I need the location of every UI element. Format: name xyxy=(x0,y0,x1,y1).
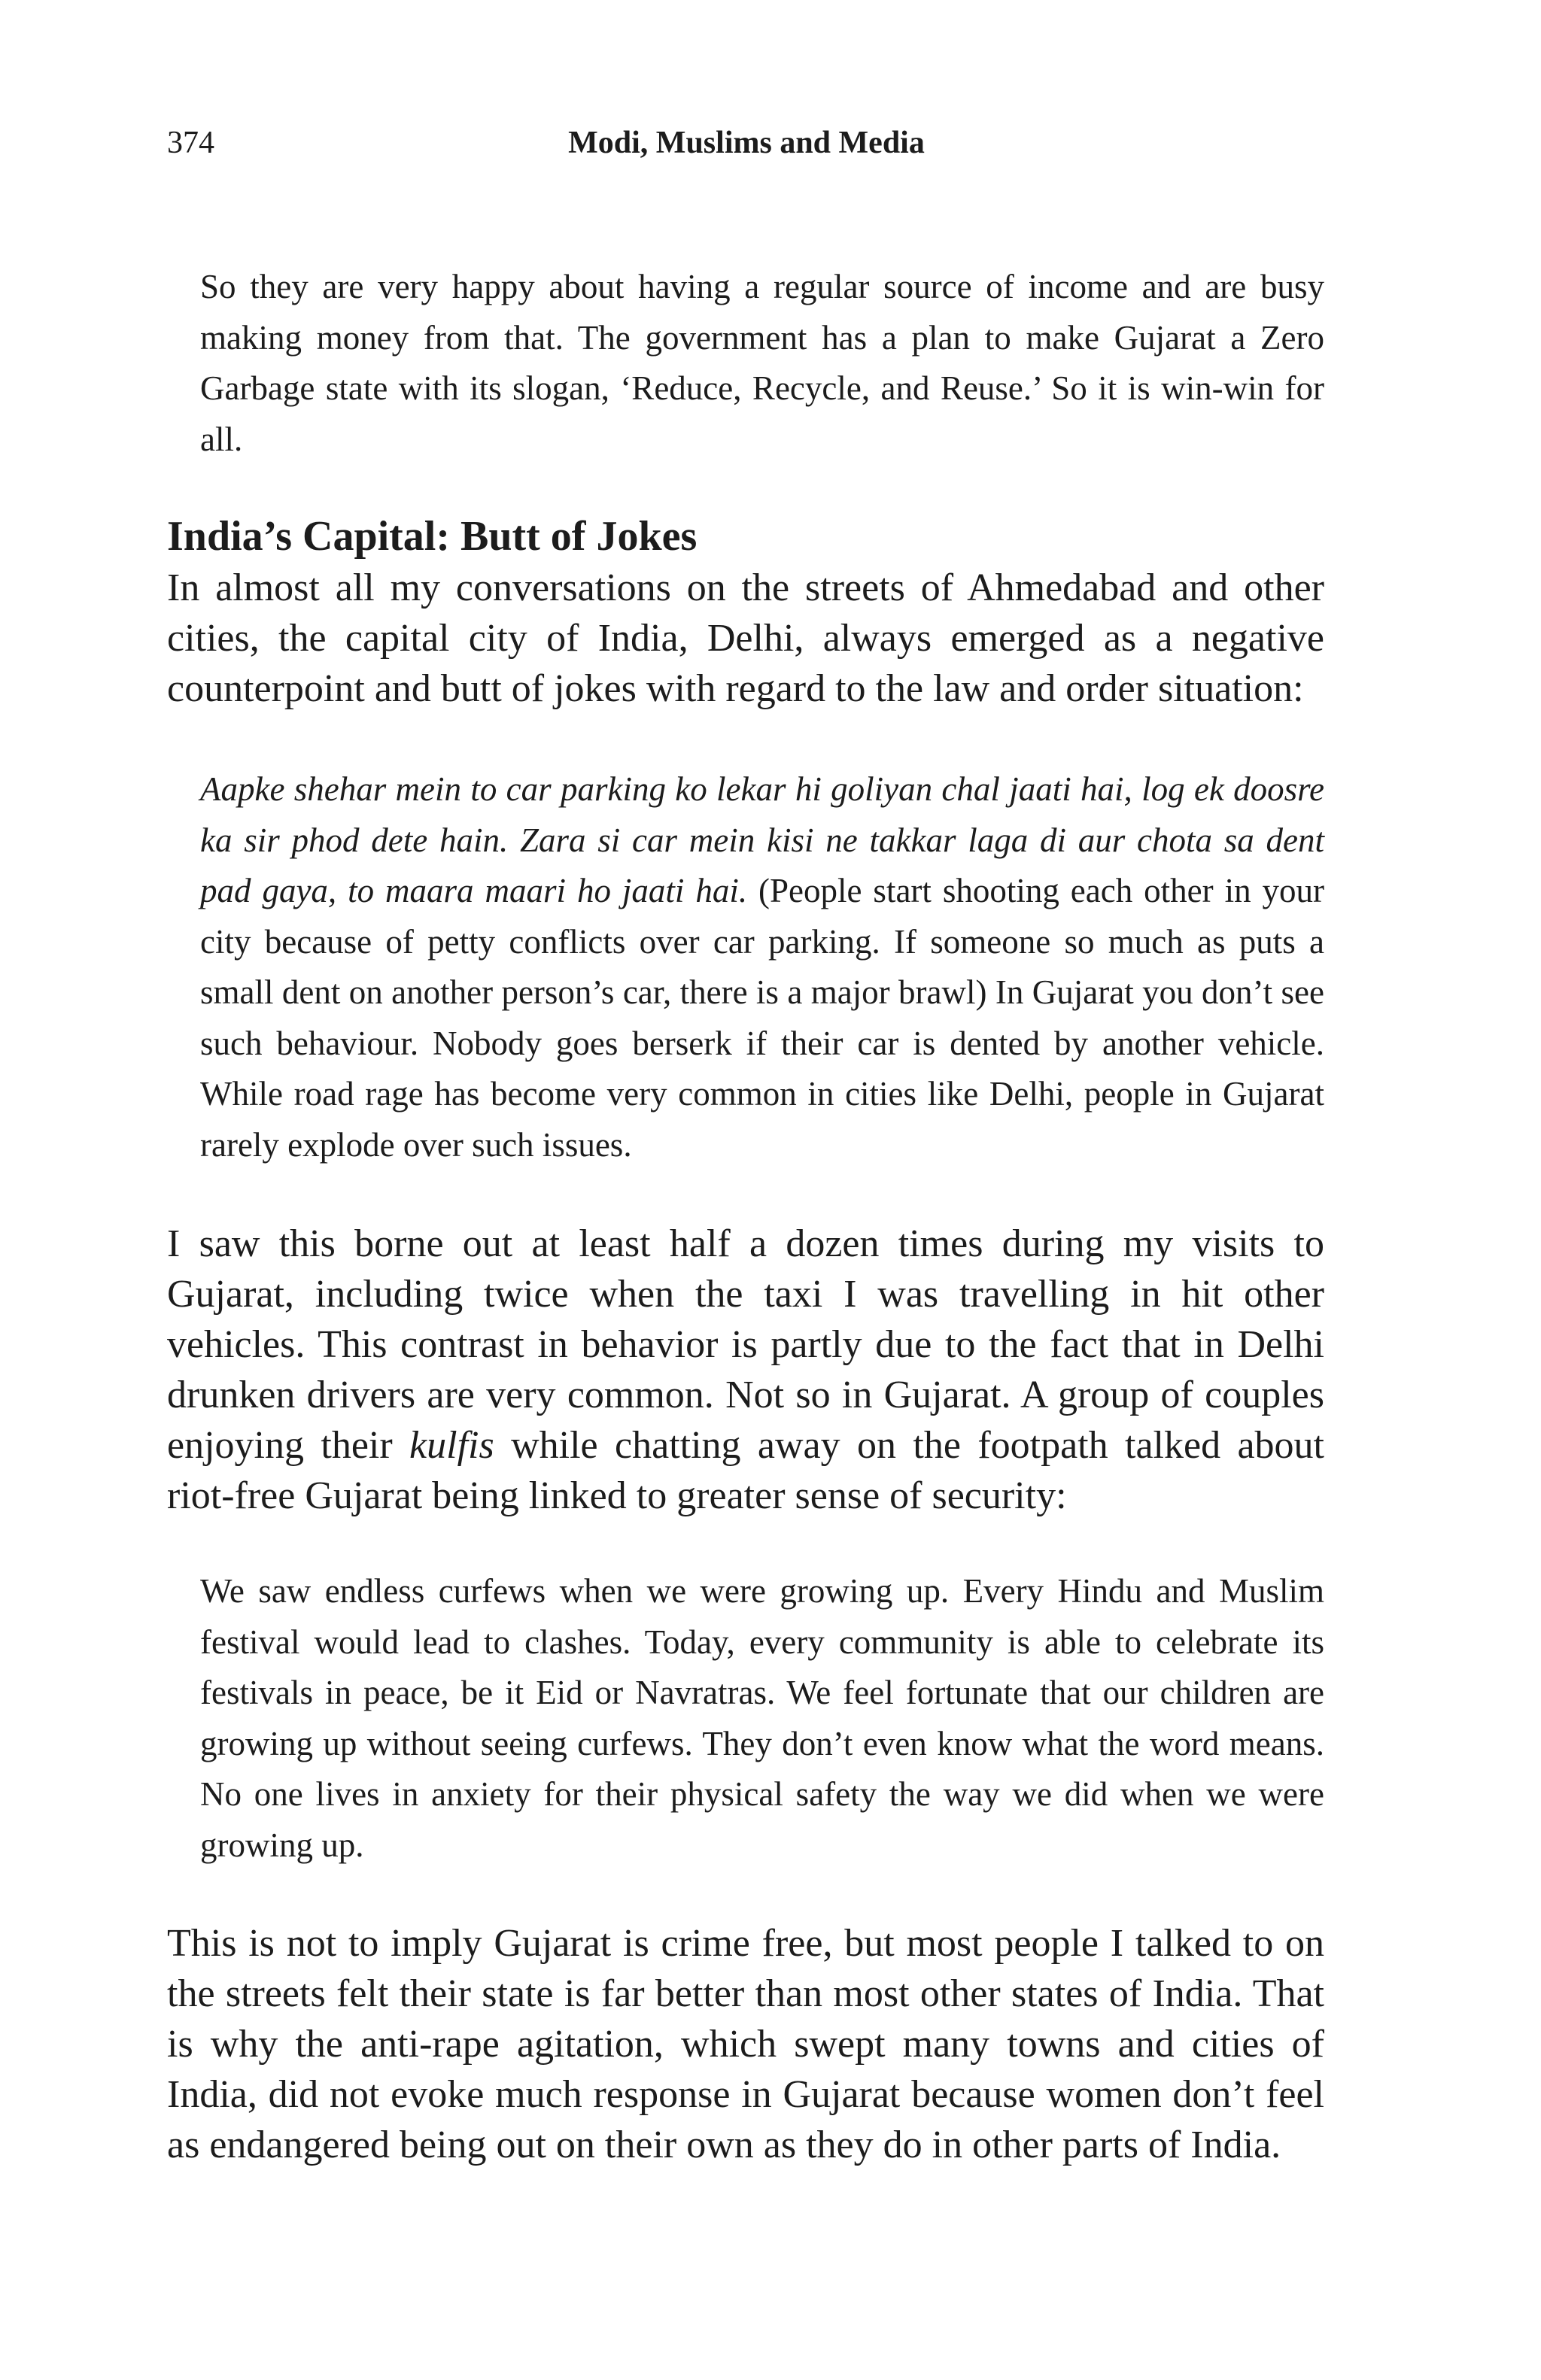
block-quote-1 xyxy=(200,764,1324,1170)
paragraph-2-end: while chatting away on the footpath talked about riot-free Gujarat being linked to greater sense of security: xyxy=(167,1424,1324,1517)
intro-paragraph: So they are very happy about having a regular source of income and are busy making money from that. The government has a plan to make Gujarat a Zero Garbage state with its slogan, ‘Reduce, Recycle, and Reuse.’ So it is win-win for all. xyxy=(200,268,1324,458)
paragraph-2-start: I saw this borne out at least half a dozen times during my visits to Gujarat, including twice when the taxi I was travelling in hit other vehicles. This contrast in behavior is partly due to the fact that in Delhi drunken drivers are very common. Not so in Gujarat. A group of couples enjoying their xyxy=(167,1222,1324,1467)
quote-1-hindi-text: Aapke shehar mein to car parking ko lekar hi goliyan chal jaati hai, log ek doosre ka sir phod dete hain. Zara si car mein kisi ne takkar laga di aur chota sa dent pad gaya, to maara maari ho jaati hai. xyxy=(200,770,1324,909)
running-header xyxy=(167,120,1326,165)
quote-1-translation-text: (People start shooting each other in your city because of petty conflicts over car parking. If someone so much as puts a small dent on another person’s car, there is a major brawl) In Gujarat you don’t see such behaviour. Nobody goes berserk if their car is dented by another vehicle. While road rage has become very common in cities like Delhi, people in Gujarat rarely explode over such issues. xyxy=(200,872,1324,1164)
page-number: 374 xyxy=(167,126,214,160)
block-quote-2: We saw endless curfews when we were growing up. Every Hindu and Muslim festival would lead to clashes. Today, every community is able to celebrate its festivals in peace, be it Eid or Navratras. We feel fortunate that our children are growing up without seeing curfews. They don’t even know what the word means. No one lives in anxiety for their physical safety the way we did when we were growing up. xyxy=(200,1572,1324,1864)
body-paragraph-1: In almost all my conversations on the streets of Ahmedabad and other cities, the capital city of India, Delhi, always emerged as a negative counterpoint and butt of jokes with regard to the law and order situation: xyxy=(167,566,1324,710)
body-paragraph-3: This is not to imply Gujarat is crime free, but most people I talked to on the streets felt their state is far better than most other states of India. That is why the anti-rape agitation, which swept many towns and cities of India, did not evoke much response in Gujarat because women don’t feel as endangered being out on their own as they do in other parts of India. xyxy=(167,1922,1324,2166)
body-paragraph-2 xyxy=(167,1219,1324,1521)
running-title: Modi, Muslims and Media xyxy=(568,126,925,160)
section-heading: India’s Capital: Butt of Jokes xyxy=(167,513,698,560)
paragraph-2-italic-word: kulfis xyxy=(409,1424,494,1467)
